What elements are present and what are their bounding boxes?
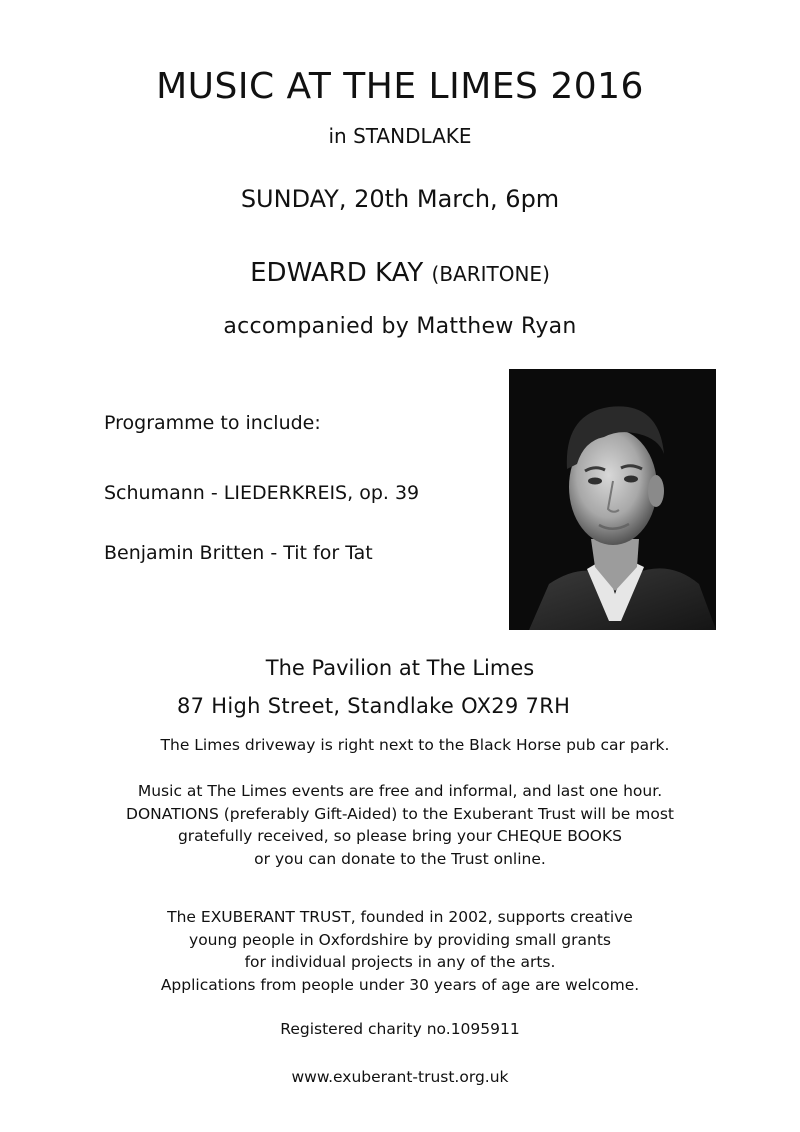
venue-directions: The Limes driveway is right next to the Black Horse pub car park. — [160, 736, 670, 754]
programme-item: Schumann - LIEDERKREIS, op. 39 — [104, 482, 420, 504]
venue-name: The Pavilion at The Limes — [265, 656, 535, 680]
trust-line: Applications from people under 30 years of age are welcome. — [160, 975, 640, 994]
accompanist: accompanied by Matthew Ryan — [223, 314, 577, 339]
poster-subtitle: in STANDLAKE — [328, 124, 472, 148]
performer-name: EDWARD KAY — [250, 258, 424, 288]
poster-title: MUSIC AT THE LIMES 2016 — [156, 66, 644, 107]
event-date: SUNDAY, 20th March, 6pm — [240, 185, 560, 213]
venue-address: 87 High Street, Standlake OX29 7RH — [177, 694, 571, 718]
info-line: DONATIONS (preferably Gift-Aided) to the Exuberant Trust will be most — [126, 804, 674, 823]
portrait-image — [509, 369, 716, 630]
event-info — [0, 780, 800, 870]
info-line: or you can donate to the Trust online. — [254, 849, 546, 868]
trust-line: The EXUBERANT TRUST, founded in 2002, supports creative — [167, 908, 633, 926]
performer-photo — [509, 369, 716, 630]
programme-heading: Programme to include: — [104, 412, 321, 434]
trust-info — [0, 906, 800, 996]
trust-line: for individual projects in any of the arts. — [244, 953, 556, 971]
trust-line: young people in Oxfordshire by providing small grants — [189, 930, 611, 949]
programme-item: Benjamin Britten - Tit for Tat — [104, 542, 373, 564]
info-line: Music at The Limes events are free and informal, and last one hour. — [137, 782, 663, 800]
info-line: gratefully received, so please bring your CHEQUE BOOKS — [177, 827, 623, 845]
performer-role: (BARITONE) — [431, 262, 550, 286]
performer-line — [0, 258, 800, 288]
charity-number: Registered charity no.1095911 — [280, 1020, 520, 1038]
website-url: www.exuberant-trust.org.uk — [291, 1068, 509, 1086]
